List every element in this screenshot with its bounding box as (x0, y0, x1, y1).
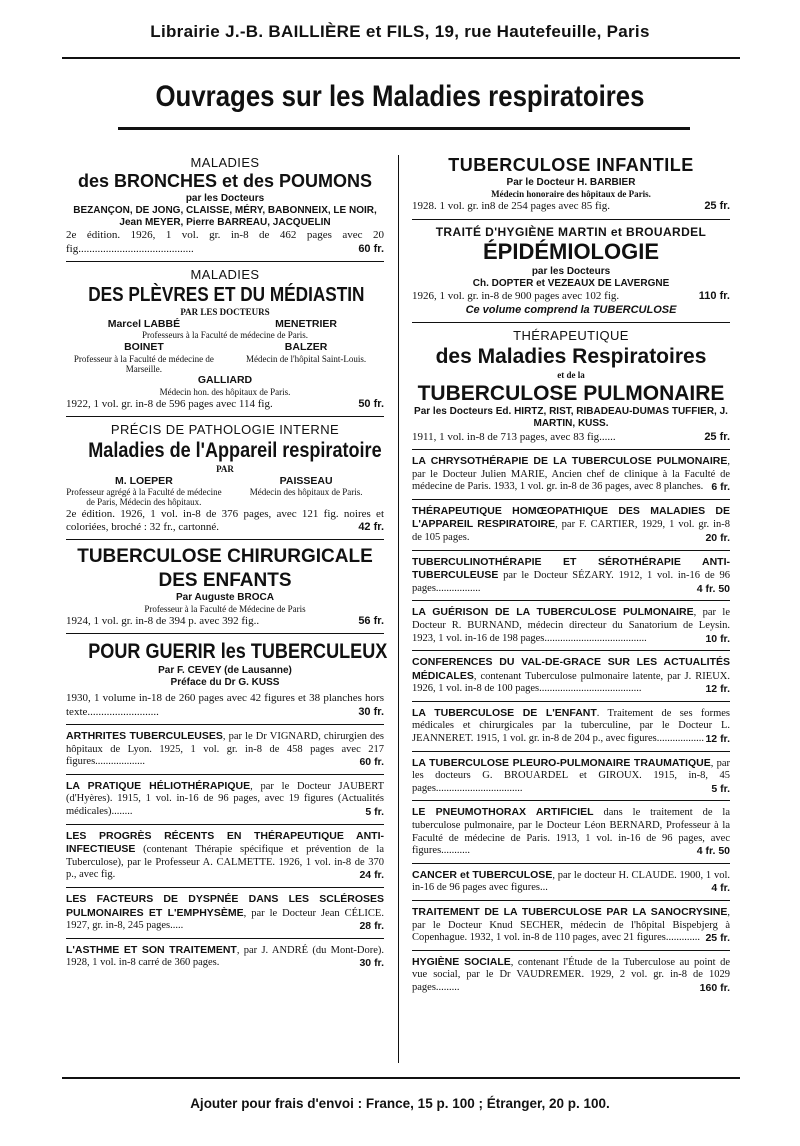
short-entry-text: (contenant Thérapie spécifique et prévention de la Tuberculose), par le Professeur A. CALMETTE. 1926, 1 vol. in-8 de 370 p., avec fig. (66, 844, 384, 881)
entry-price: 12 fr. (705, 683, 730, 696)
entry-plevres (66, 267, 384, 411)
left-column (66, 155, 388, 970)
short-entry-title: TRAITEMENT DE LA TUBERCULOSE PAR LA SANOCRYSINE (412, 906, 728, 919)
entry-price: 50 fr. (358, 397, 384, 410)
entry-desc: 1922, 1 vol. gr. in-8 de 596 pages avec 114 fig. (66, 397, 273, 410)
separator (66, 824, 384, 825)
short-entry-text: , par le Docteur Jean CÉLICE. 1927, gr. in-8, 245 pages..... (66, 907, 384, 932)
short-entry (412, 656, 730, 696)
entry-guerir (66, 639, 388, 719)
entry-price: 110 fr. (698, 290, 730, 303)
entry-title: ÉPIDÉMIOLOGIE (482, 239, 660, 265)
short-entry (412, 606, 730, 645)
separator (66, 938, 384, 939)
separator (412, 499, 730, 500)
entry-title: des Maladies Respiratoires (435, 345, 707, 369)
column-divider (398, 155, 399, 1063)
entry-title: Maladies de l'Appareil respiratoire (88, 439, 382, 463)
author-name: BOINET (124, 341, 164, 354)
entry-bronches (66, 155, 384, 256)
author-row (66, 318, 384, 330)
separator (412, 322, 730, 323)
entry-price: 42 fr. (358, 520, 384, 533)
entry-title: TUBERCULOSE INFANTILE (448, 155, 694, 175)
author-affiliation: Professeur à la Faculté de médecine de Marseille. (73, 353, 214, 374)
footer-rule (62, 1077, 740, 1079)
author-row (66, 341, 384, 374)
short-entry-title: L'ASTHME ET SON TRAITEMENT (66, 943, 237, 956)
separator (412, 650, 730, 651)
author-affiliation: Médecin honoraire des hôpitaux de Paris. (491, 189, 651, 200)
entry-note: Ce volume comprend la TUBERCULOSE (465, 303, 677, 316)
entry-therapeutique (412, 328, 730, 444)
separator (412, 751, 730, 752)
short-entry-text: , par J. ANDRÉ (du Mont-Dore). 1928, 1 vol. in-8 carré de 360 pages. (66, 944, 385, 969)
separator (66, 633, 384, 634)
author-affiliation: Professeur agrégé à la Faculté de médecine de Paris, Médecin des hôpitaux. (66, 486, 222, 508)
author-name: BALZER (284, 341, 328, 354)
separator (412, 950, 730, 951)
entry-pretitle: PRÉCIS DE PATHOLOGIE INTERNE (110, 422, 340, 438)
entry-price: 6 fr. (711, 481, 730, 494)
separator (66, 774, 384, 775)
author-name: M. LOEPER (115, 474, 173, 487)
separator (66, 724, 384, 725)
entry-title: DES PLÈVRES ET DU MÉDIASTIN (88, 284, 365, 307)
short-entry-title: LES PROGRÈS RÉCENTS EN THÉRAPEUTIQUE ANTI-INFECTIEUSE (66, 829, 384, 856)
entry-price: 30 fr. (358, 705, 384, 718)
short-entry-title: CANCER et TUBERCULOSE (412, 868, 553, 881)
entry-epidemiologie (412, 225, 730, 318)
separator (66, 539, 384, 540)
right-column (412, 155, 730, 995)
entry-by: PAR (216, 463, 234, 474)
short-entry (66, 780, 384, 819)
entry-desc: 2e édition. 1926, 1 vol. gr. in-8 de 462 pages avec 20 fig.......................................... (66, 229, 384, 255)
entry-by: Par Auguste BROCA (176, 591, 274, 603)
entry-by: Par F. CEVEY (de Lausanne) (158, 664, 292, 676)
entry-by: Par le Docteur H. BARBIER (506, 176, 636, 188)
entry-desc: 1924, 1 vol. gr. in-8 de 394 p. avec 392 fig.. (66, 614, 260, 627)
short-entry-text: , par le Docteur R. BURNAND, médecin directeur du Sanatorium de Leysin. 1923, 1 vol. in-16 de 198 pages....................................... (412, 607, 730, 644)
entry-title: TUBERCULOSE CHIRURGICALE (77, 546, 373, 568)
entry-price: 160 fr. (699, 981, 730, 994)
short-entry-title: LES FACTEURS DE DYSPNÉE DANS LES SCLÉROSES PULMONAIRES ET L'EMPHYSÈME (66, 893, 384, 919)
entry-preface: Préface du Dr G. KUSS (170, 677, 280, 689)
short-entry (412, 806, 730, 857)
entry-price: 5 fr. (365, 806, 384, 819)
separator (412, 863, 730, 864)
short-entry-title: TUBERCULINOTHÉRAPIE ET SÉROTHÉRAPIE ANTI-TUBERCULEUSE (412, 555, 730, 582)
entry-price: 28 fr. (359, 920, 384, 933)
short-entry-text: par le Docteur SÉZARY. 1912, 1 vol. in-16 de 96 pages................. (412, 570, 730, 594)
entry-price: 5 fr. (711, 782, 730, 795)
short-entry-title: THÉRAPEUTIQUE HOMŒOPATHIQUE DES MALADIES DE L'APPAREIL RESPIRATOIRE (412, 504, 730, 531)
short-entry (412, 956, 730, 995)
short-entry (412, 455, 730, 494)
short-entry-text: , par le Dr VIGNARD, chirurgien des hôpitaux de Lyon. 1925, 1 vol. gr. in-8 de 458 pages avec 217 figures................... (66, 731, 384, 768)
short-entry-title: LA GUÉRISON DE LA TUBERCULOSE PULMONAIRE (412, 606, 694, 619)
short-entry-title: LA TUBERCULOSE PLEURO-PULMONAIRE TRAUMATIQUE (412, 756, 711, 769)
separator (412, 900, 730, 901)
short-entry-title: LA PRATIQUE HÉLIOTHÉRAPIQUE (66, 779, 251, 792)
entry-price: 20 fr. (705, 531, 730, 544)
author-affiliation: Médecin hon. des hôpitaux de Paris. (159, 386, 291, 397)
entry-title: des BRONCHES et des POUMONS (77, 170, 373, 191)
short-entry (66, 893, 384, 933)
short-entry-title: ARTHRITES TUBERCULEUSES (66, 730, 223, 743)
short-entry-text: , par F. CARTIER, 1929, 1 vol. gr. in-8 de 105 pages. (412, 519, 730, 543)
separator (412, 449, 730, 450)
shipping-note: Ajouter pour frais d'envoi : France, 15 p. 100 ; Étranger, 20 p. 100. (190, 1096, 610, 1111)
short-entry (66, 944, 384, 970)
short-entry-text: , contenant Tuberculose pulmonaire latente, par J. RIEUX. 1926, 1 vol. in-8 de 100 pages....................................... (412, 670, 730, 695)
short-entry (412, 707, 730, 746)
entry-by: PAR LES DOCTEURS (180, 307, 270, 318)
entry-price: 25 fr. (705, 932, 730, 945)
separator (412, 219, 730, 220)
entry-desc: 1930, 1 volume in-18 de 260 pages avec 42 figures et 38 planches hors texte.......................... (66, 692, 384, 718)
separator (66, 416, 384, 417)
entry-desc: 2e édition. 1926, 1 vol. in-8 de 376 pages, avec 121 fig. noires et coloriées, broché : 32 fr., cartonné. (66, 507, 384, 533)
entry-price: 25 fr. (704, 200, 730, 213)
entry-pretitle: MALADIES (190, 267, 260, 283)
entry-infantile (412, 155, 730, 214)
page-title: Ouvrages sur les Maladies respiratoires (155, 80, 645, 113)
short-entry-title: HYGIÈNE SOCIALE (412, 955, 511, 968)
author-name: PAISSEAU (279, 474, 333, 487)
short-entry-text: . Traitement de ses formes médicales et chirurgicales par la tuberculine, par le Docteur L. JEANNERET. 1915, 1 vol. gr. in-8 de 204 p., avec figures.................. (412, 707, 731, 745)
entry-by: par les Docteurs (185, 192, 265, 204)
short-entry-text: , par le Docteur Julien MARIE, Ancien chef de clinique à la Faculté de médecine de Paris. 1933, 1 vol. gr. in-8 de 36 pages, avec 8 planches. (412, 455, 730, 493)
entry-price: 60 fr. (359, 756, 384, 769)
entry-title: POUR GUERIR les TUBERCULEUX (88, 640, 388, 664)
entry-title-line2: DES ENFANTS (158, 569, 292, 591)
entry-precis (66, 422, 384, 534)
entry-desc: 1926, 1 vol. gr. in-8 de 900 pages avec 102 fig. (412, 290, 620, 303)
entry-authors: BEZANÇON, DE JONG, CLAISSE, MÉRY, BABONNEIX, LE NOIR, Jean MEYER, Pierre BARREAU, JACQUELIN (73, 205, 377, 229)
author-name: Marcel LABBÉ (107, 318, 181, 331)
entry-authors: Par les Docteurs Ed. HIRTZ, RIST, RIBADEAU-DUMAS TUFFIER, J. MARTIN, KUSS. (414, 406, 728, 430)
publisher-header: Librairie J.-B. BAILLIÈRE et FILS, 19, rue Hautefeuille, Paris (150, 22, 650, 41)
short-entry-text: , par le docteur H. CLAUDE. 1900, 1 vol. in-16 de 96 pages avec figures... (412, 869, 730, 894)
separator (412, 600, 730, 601)
separator (66, 261, 384, 262)
title-rule (118, 127, 690, 130)
author-row (66, 475, 384, 508)
short-entry-text: dans le traitement de la tuberculose pulmonaire, par le Docteur Léon BERNARD, Professeur à la Faculté de médecine de Paris. 1913, 1 vol. in-16 de 96 pages, avec figures........... (412, 807, 730, 857)
short-entry-text: , par les docteurs G. BROUARDEL et GIROUX. 1915, in-8, 45 pages................................. (412, 757, 730, 794)
short-entry (412, 505, 730, 545)
short-entry (412, 869, 730, 895)
entry-by: par les Docteurs (531, 265, 611, 277)
entry-price: 4 fr. (711, 882, 730, 895)
short-entry-title: CONFERENCES DU VAL-DE-GRACE SUR LES ACTUALITÉS MÉDICALES (412, 656, 730, 682)
entry-pretitle: THÉRAPEUTIQUE (513, 328, 629, 344)
separator (66, 887, 384, 888)
short-entry-text: , par le Docteur Knud SECHER, médecin de l'hôpital Bispebjerg à Copenhague. 1932, 1 vol. in-8 de 110 pages, avec 21 figures............. (412, 907, 730, 944)
entry-connector: et de la (557, 369, 585, 380)
author-name: GALLIARD (197, 374, 253, 387)
short-entry-title: LE PNEUMOTHORAX ARTIFICIEL (412, 806, 594, 819)
header-rule (62, 57, 740, 59)
entry-title-line2: TUBERCULOSE PULMONAIRE (417, 381, 725, 405)
entry-price: 56 fr. (358, 614, 384, 627)
short-entry-title: LA TUBERCULOSE DE L'ENFANT (412, 706, 597, 719)
separator (412, 701, 730, 702)
short-entry-title: LA CHRYSOTHÉRAPIE DE LA TUBERCULOSE PULMONAIRE (412, 454, 728, 467)
entry-chirurgicale (66, 545, 384, 628)
entry-price: 10 fr. (705, 632, 730, 645)
author-affiliation: Professeurs à la Faculté de médecine de Paris. (142, 330, 308, 341)
short-entry (412, 906, 730, 945)
entry-pretitle: TRAITÉ D'HYGIÈNE MARTIN et BROUARDEL (435, 224, 707, 239)
short-entry (412, 556, 730, 596)
entry-price: 25 fr. (704, 430, 730, 443)
entry-price: 24 fr. (359, 869, 384, 882)
entry-pretitle: MALADIES (190, 155, 260, 170)
entry-desc: 1928. 1 vol. gr. in8 de 254 pages avec 85 fig. (412, 200, 610, 213)
entry-desc: 1911, 1 vol. in-8 de 713 pages, avec 83 fig...... (412, 430, 616, 443)
author-affiliation: Médecin de l'hôpital Saint-Louis. (246, 353, 367, 364)
separator (412, 550, 730, 551)
separator (412, 800, 730, 801)
entry-price: 4 fr. 50 (696, 845, 730, 858)
entry-price: 12 fr. (705, 733, 730, 746)
entry-authors: Ch. DOPTER et VEZEAUX DE LAVERGNE (472, 278, 670, 290)
short-entry-text: , contenant l'Étude de la Tuberculose au point de vue social, par le Dr VAUDREMER. 1929, 2 vol. gr. in-8 de 1029 pages......... (412, 956, 730, 993)
short-entry (66, 730, 384, 769)
entry-price: 4 fr. 50 (696, 582, 730, 595)
short-entry (412, 757, 730, 796)
short-entry-text: , par le Docteur JAUBERT (d'Hyères). 1915, 1 vol. in-16 de 96 pages, avec 19 figures (Actualités médicales)........ (66, 780, 385, 818)
author-affiliation: Professeur à la Faculté de Médecine de Paris (144, 603, 306, 614)
entry-price: 30 fr. (359, 957, 384, 970)
author-name: MENETRIER (275, 318, 338, 331)
author-affiliation: Médecin des hôpitaux de Paris. (249, 486, 363, 497)
entry-price: 60 fr. (358, 242, 384, 255)
short-entry (66, 830, 384, 882)
